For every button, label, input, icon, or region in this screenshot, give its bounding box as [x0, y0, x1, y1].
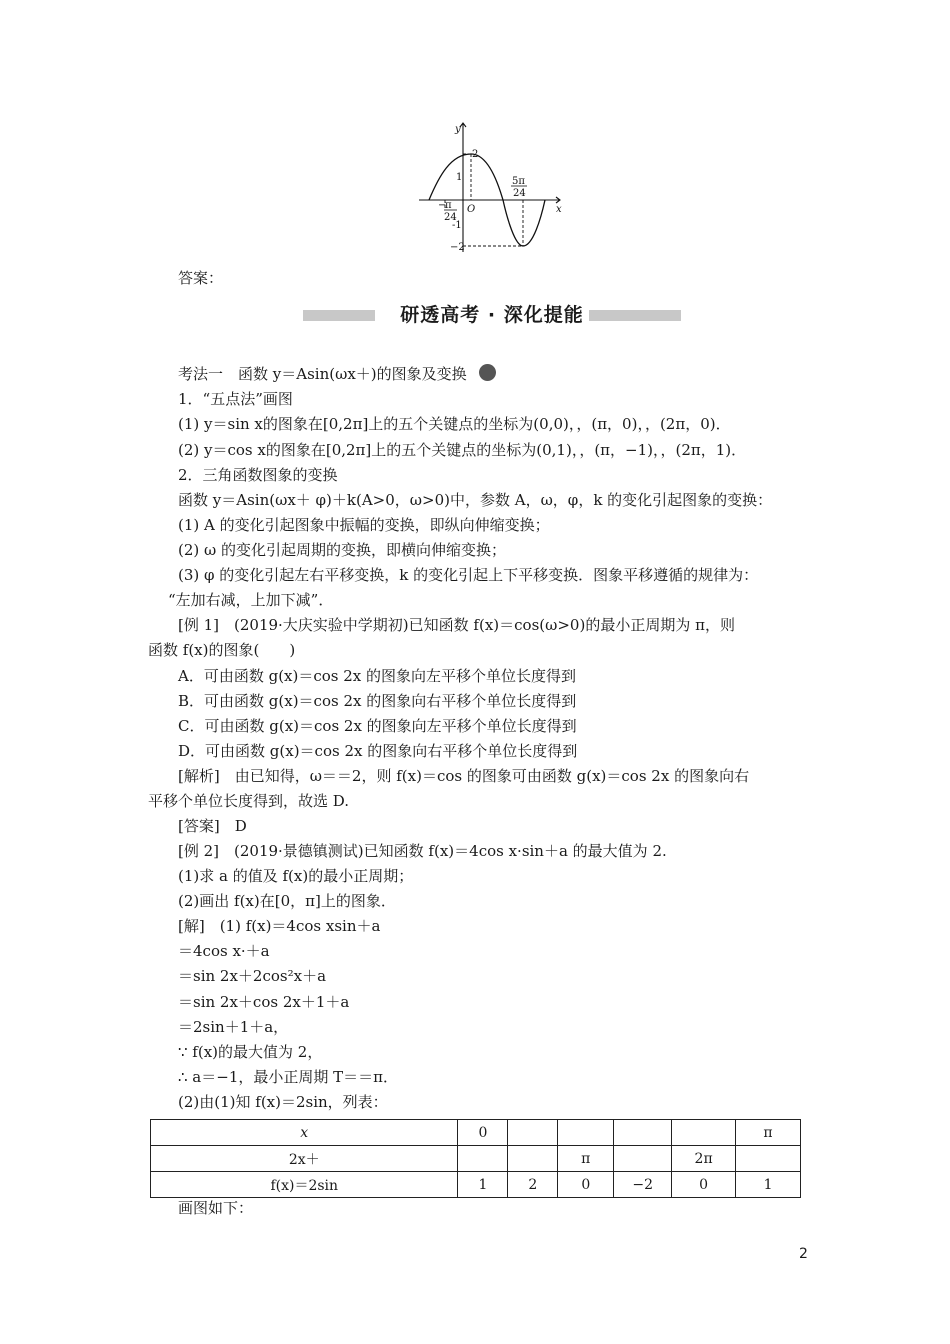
example1-stem-cont: 函数 f(x)的图象( ) — [148, 641, 296, 659]
origin-label: O — [467, 204, 476, 215]
page-number: 2 — [799, 1246, 808, 1262]
table-cell — [508, 1120, 558, 1146]
solution-line-5: ＝2sin＋1＋a， — [178, 1018, 289, 1036]
p2-item-2: (2) ω 的变化引起周期的变换，即横向伸缩变换； — [178, 541, 507, 559]
p2-title: 2．三角函数图象的变换 — [178, 466, 338, 484]
example1-option-d: D．可由函数 g(x)＝cos 2x 的图象向右平移个单位长度得到 — [178, 742, 578, 760]
solution-line-2: ＝4cos x·＋a — [178, 942, 270, 960]
x-axis-label: x — [556, 204, 562, 215]
tick-2: 2 — [472, 149, 479, 160]
table-cell: 2x＋ — [151, 1146, 458, 1172]
table-cell — [458, 1146, 508, 1172]
table-cell: 0 — [558, 1172, 614, 1198]
circle-bullet-icon — [479, 364, 496, 381]
section-banner — [303, 302, 681, 328]
p2-item-3-cont: “左加右减，上加下减”． — [168, 591, 334, 609]
banner-bar-right — [589, 310, 681, 321]
p2-item-3: (3) φ 的变化引起左右平移变换，k 的变化引起上下平移变换．图象平移遵循的规律为： — [178, 566, 759, 584]
after-table-text: 画图如下： — [178, 1199, 254, 1217]
p1-item-2: (2) y＝cos x的图象在[0,2π]上的五个关键点的坐标为(0,1)，，(π，−1)，，(2π，1)． — [178, 441, 747, 459]
p1-item-1: (1) y＝sin x的图象在[0,2π]上的五个关键点的坐标为(0,0)，，(π，0)，，(2π，0)． — [178, 415, 731, 433]
p1-title: 1．“五点法”画图 — [178, 390, 293, 408]
table-cell — [672, 1120, 736, 1146]
table-cell: −2 — [614, 1172, 672, 1198]
example1-analysis-cont: 平移个单位长度得到，故选 D. — [148, 792, 350, 810]
section-heading: 考法一 函数 y＝Asin(ωx＋)的图象及变换 — [178, 364, 496, 384]
example1-answer: [答案] D — [178, 817, 247, 835]
sine-graph — [415, 118, 565, 258]
solution-line-4: ＝sin 2x＋cos 2x＋1＋a — [178, 993, 350, 1011]
table-cell: π — [736, 1120, 801, 1146]
solution-line-6: ∵ f(x)的最大值为 2， — [178, 1043, 323, 1061]
right-label-num: 5π — [512, 176, 525, 187]
tick-neg1: -1 — [452, 220, 462, 231]
table-cell: 1 — [458, 1172, 508, 1198]
right-label-den: 24 — [513, 188, 526, 199]
solution-line-3: ＝sin 2x＋2cos²x＋a — [178, 967, 327, 985]
table-cell: π — [558, 1146, 614, 1172]
table-row — [151, 1120, 801, 1146]
table-cell — [508, 1146, 558, 1172]
table-cell — [558, 1120, 614, 1146]
table-cell: 0 — [672, 1172, 736, 1198]
tick-neg2: −2 — [450, 242, 465, 253]
value-table — [150, 1119, 801, 1198]
tick-1: 1 — [456, 172, 463, 183]
table-cell: 2 — [508, 1172, 558, 1198]
example1-analysis: [解析] 由已知得，ω＝＝2，则 f(x)＝cos 的图象可由函数 g(x)＝cos 2x 的图象向右 — [178, 767, 750, 785]
table-cell — [614, 1120, 672, 1146]
left-label-den: 24 — [444, 212, 457, 223]
p2-intro: 函数 y＝Asin(ωx＋ φ)＋k(A>0，ω>0)中，参数 A，ω，φ，k 的变化引起图象的变换： — [178, 491, 773, 509]
example1-option-a: A．可由函数 g(x)＝cos 2x 的图象向左平移个单位长度得到 — [178, 667, 577, 685]
solution-line-1: [解] (1) f(x)＝4cos xsin＋a — [178, 917, 381, 935]
table-cell: 1 — [736, 1172, 801, 1198]
table-cell: 2π — [672, 1146, 736, 1172]
left-label-sign: − — [438, 200, 447, 211]
example1-stem: [例 1] (2019·大庆实验中学期初)已知函数 f(x)＝cos(ω>0)的最小正周期为 π，则 — [178, 616, 735, 634]
answer-label: 答案： — [178, 269, 224, 287]
table-cell — [614, 1146, 672, 1172]
banner-title: 研透高考 · 深化提能 — [400, 304, 584, 326]
example1-option-c: C．可由函数 g(x)＝cos 2x 的图象向左平移个单位长度得到 — [178, 717, 577, 735]
solution-line-7: ∴ a＝−1，最小正周期 T＝＝π． — [178, 1068, 398, 1086]
example1-option-b: B．可由函数 g(x)＝cos 2x 的图象向右平移个单位长度得到 — [178, 692, 577, 710]
banner-bar-left — [303, 310, 375, 321]
example2-question-1: (1)求 a 的值及 f(x)的最小正周期； — [178, 867, 414, 885]
table-cell: 0 — [458, 1120, 508, 1146]
table-cell — [736, 1146, 801, 1172]
solution-line-8: (2)由(1)知 f(x)＝2sin，列表： — [178, 1093, 388, 1111]
table-row — [151, 1146, 801, 1172]
example2-question-2: (2)画出 f(x)在[0，π]上的图象． — [178, 892, 396, 910]
left-label-num: π — [445, 200, 452, 211]
p2-item-1: (1) A 的变化引起图象中振幅的变换，即纵向伸缩变换； — [178, 516, 550, 534]
y-axis-label: y — [455, 124, 461, 135]
table-cell: x — [151, 1120, 458, 1146]
table-cell: f(x)＝2sin — [151, 1172, 458, 1198]
table-row — [151, 1172, 801, 1198]
example2-stem: [例 2] (2019·景德镇测试)已知函数 f(x)＝4cos x·sin＋a 的最大值为 2. — [178, 842, 667, 860]
